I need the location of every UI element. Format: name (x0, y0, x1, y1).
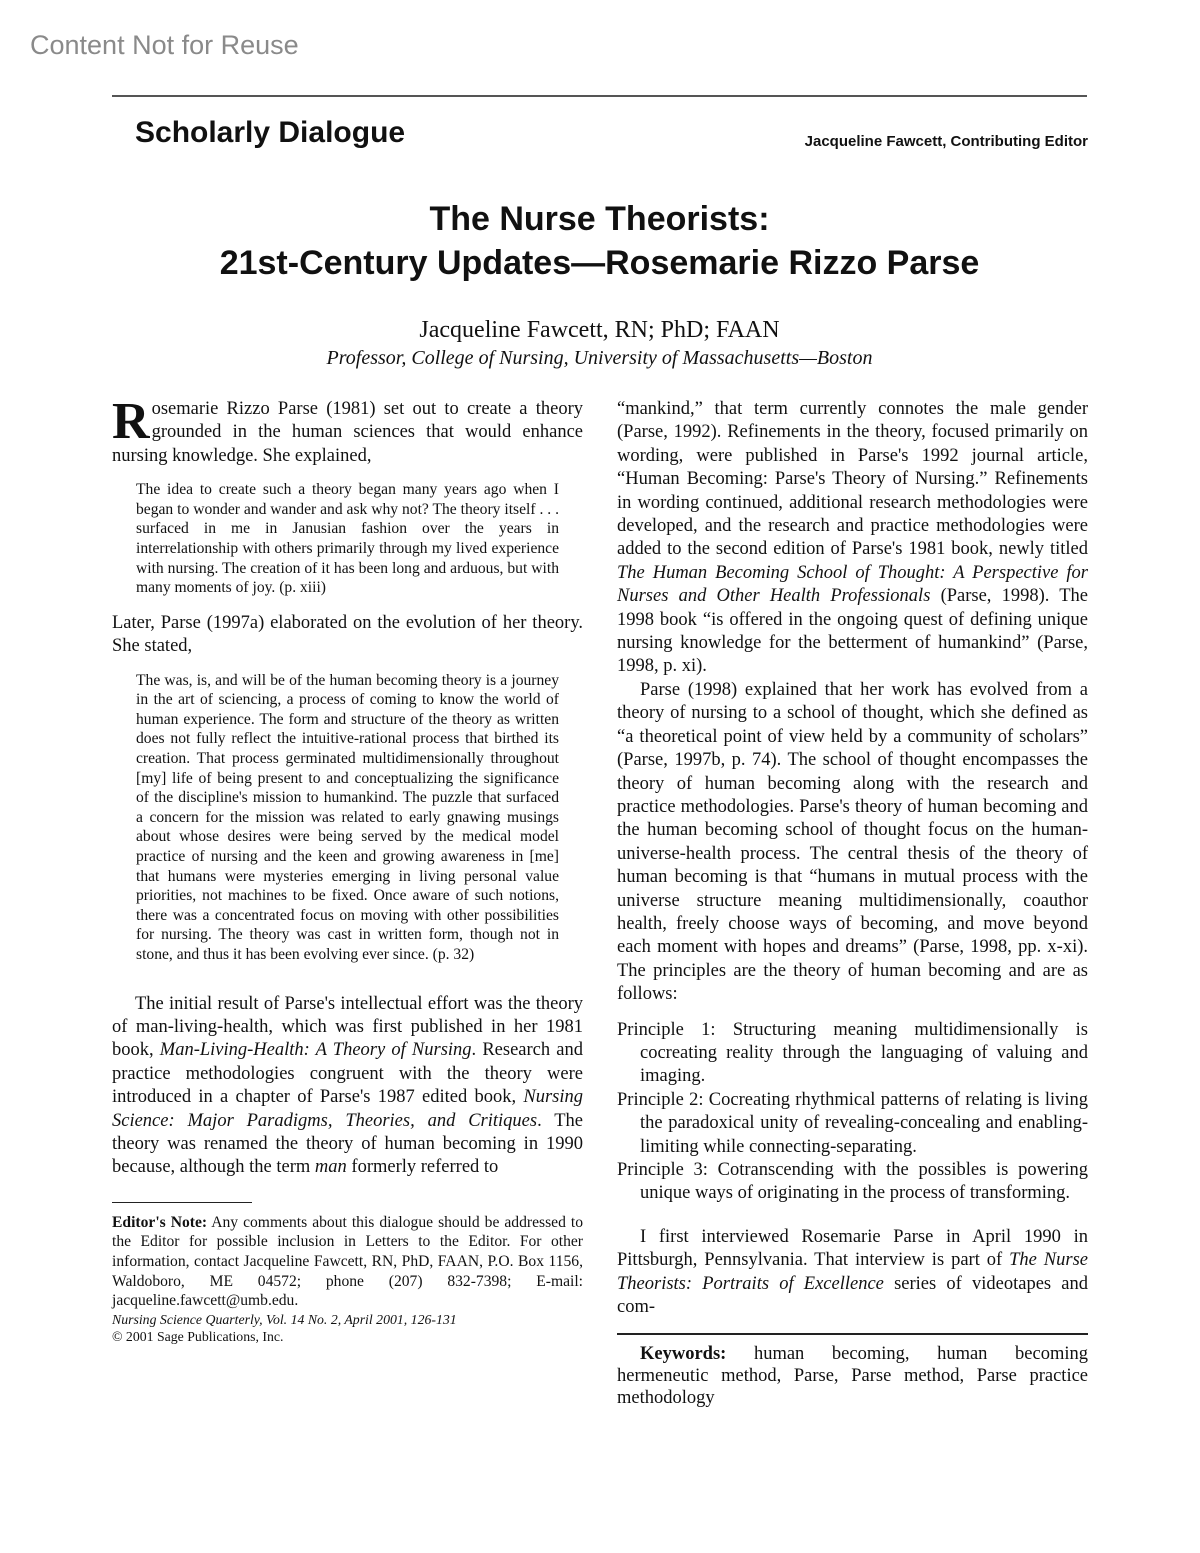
drop-cap: R (112, 393, 150, 450)
paragraph-3 (112, 993, 583, 1180)
editors-note (112, 1213, 583, 1311)
right-paragraph-1-text-a: “mankind,” that term currently connotes the male gender (Parse, 1992). Refinements in the theory, focused primarily on wording, were published in Parse's 1992 journal article, “Human Becoming: Parse's Theory of Nursing.” Refinements in wording continued, additional research methodologies were developed, and the research and practice methodologies were added to the second edition of Parse's 1981 book, newly titled (617, 399, 1088, 560)
right-paragraph-1-text-b: (Parse, 1998). The 1998 book “is offered in the ongoing quest of defining unique nursing knowledge for the betterment of humankind” (Parse, 1998, p. xi). (617, 586, 1088, 677)
header-rule (112, 95, 1087, 97)
editors-note-text: Any comments about this dialogue should be addressed to the Editor for possible inclusion in Letters to the Editor. For other information, contact Jacqueline Fawcett, RN, PhD, FAAN, P.O. Box 1156, Waldoboro, ME 04572; phone (207) 832-7398; E-mail: jacqueline.fawcett@umb.edu. (112, 1213, 584, 1310)
book-title-2: Nursing Science: Major Paradigms, Theories, and Critiques (112, 1087, 583, 1131)
paragraph-3-text-a: The initial result of Parse's intellectual effort was the theory of man-living-health, which was first published in her 1981 book, (112, 993, 583, 1061)
article-title-line-1: The Nurse Theorists: (429, 200, 770, 238)
book-title-1: Man-Living-Health: A Theory of Nursing (159, 1040, 472, 1061)
term-man: man (314, 1157, 347, 1178)
watermark: Content Not for Reuse (30, 30, 299, 60)
right-paragraph-3-text-a: I first interviewed Rosemarie Parse in April 1990 in Pittsburgh, Pennsylvania. That interview is part of (617, 1226, 1088, 1271)
copyright: © 2001 Sage Publications, Inc. (112, 1328, 284, 1344)
editors-note-label: Editor's Note: (112, 1213, 208, 1231)
principle-item: Principle 1: Structuring meaning multidimensionally is cocreating reality through the languaging of valuing and imaging. (617, 1019, 1088, 1087)
keywords-rule (617, 1333, 1088, 1335)
author-name: Jacqueline Fawcett, RN; PhD; FAAN (419, 317, 780, 343)
journal-info: Nursing Science Quarterly, Vol. 14 No. 2, April 2001, 126-131 (112, 1311, 457, 1327)
footnote-rule (112, 1202, 252, 1203)
paragraph-3-text-c: . The theory was renamed the theory of human becoming in 1990 because, although the term (112, 1110, 584, 1178)
paragraph-3-text-b: . Research and practice methodologies congruent with the theory were introduced in a chapter of Parse's 1987 edited book, (112, 1040, 584, 1108)
intro-paragraph (112, 393, 583, 468)
right-paragraph-1 (617, 398, 1088, 679)
keywords (617, 1343, 1088, 1409)
contributing-editor: Jacqueline Fawcett, Contributing Editor (804, 133, 1088, 150)
block-quote-1: The idea to create such a theory began many years ago when I began to wonder and wander and ask why not? The theory itself . . . surfaced in me in Janusian fashion over the years in interrelationship with others primarily through my lived experience with nursing. The creation of it has been long and arduous, but with many moments of joy. (p. xiii) (136, 481, 559, 597)
section-title: Scholarly Dialogue (135, 116, 406, 149)
left-column (112, 393, 584, 1345)
author-affiliation: Professor, College of Nursing, University of Massachusetts—Boston (326, 347, 873, 369)
principle-item: Principle 3: Cotranscending with the possibles is powering unique ways of originating in the process of transforming. (617, 1160, 1088, 1204)
paragraph-3-text-d: formerly referred to (346, 1157, 499, 1178)
principles-list (617, 1019, 1088, 1206)
intro-text: osemarie Rizzo Parse (1981) set out to create a theory grounded in the human sciences that would enhance nursing knowledge. She explained, (112, 399, 583, 466)
principle-item: Principle 2: Cocreating rhythmical patterns of relating is living the paradoxical unity of revealing-concealing and enabling-limiting while connecting-separating. (617, 1089, 1088, 1157)
right-paragraph-3 (617, 1226, 1088, 1320)
article-title-line-2: 21st-Century Updates—Rosemarie Rizzo Parse (219, 244, 980, 282)
right-column (617, 398, 1088, 1409)
right-paragraph-3-text-b: series of videotapes and com- (617, 1273, 1088, 1318)
keywords-text: human becoming, human becoming hermeneutic method, Parse, Parse method, Parse practice methodology (617, 1344, 1088, 1409)
block-quote-2: The was, is, and will be of the human becoming theory is a journey in the art of sciencing, a process of coming to know the world of human experience. The form and structure of the theory as written does not fully reflect the intuitive-rational process that birthed its creation. That process germinated multidimensionally throughout [my] life of being present to and conceptualizing the significance of the discipline's mission to humankind. The puzzle that surfaced a concern for the mission was related to early gnawing musings about whose desires were being served by the medical model practice of nursing and the keen and growing awareness in [me] that humans were mysteries emerging in living personal value priorities, not machines to be fixed. Once aware of such notions, there was a concentrated focus on moving with other possibilities for nursing. The theory was cast in written form, though not in stone, and thus it has been evolving ever since. (p. 32) (136, 671, 559, 963)
journal-citation (112, 1311, 583, 1345)
book-title-3: The Human Becoming School of Thought: A Perspective for Nurses and Other Health Professionals (617, 562, 1088, 607)
paragraph-2: Later, Parse (1997a) elaborated on the evolution of her theory. She stated, (112, 612, 583, 657)
keywords-label: Keywords: (640, 1344, 727, 1365)
series-title: The Nurse Theorists: Portraits of Excellence (617, 1250, 1089, 1294)
right-paragraph-2: Parse (1998) explained that her work has evolved from a theory of nursing to a school of thought, which she defined as “a theoretical point of view held by a community of scholars” (Parse, 1997b, p. 74). The school of thought encompasses the theory of human becoming along with the research and practice methodologies. Parse's theory of human becoming and the human becoming school of thought focus on the human-universe-health process. The central thesis of the theory of human becoming is that “humans in mutual process with the universe structure meaning multidimensionally, coauthor health, freely choose ways of becoming, and move beyond each moment with hopes and dreams” (Parse, 1998, pp. x-xi). The principles are the theory of human becoming and are as follows: (617, 679, 1088, 1005)
article-title (112, 197, 1087, 285)
